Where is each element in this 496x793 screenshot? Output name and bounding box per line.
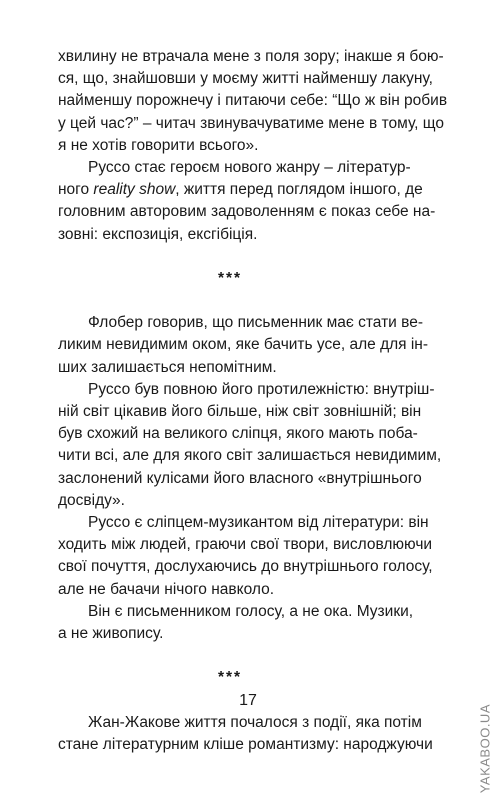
text-line: Жан-Жакове життя почалося з події, яка потім (88, 713, 422, 731)
text-line: заслонений кулісами його власного «внутрішнього (58, 469, 422, 487)
text-line: головним авторовим задоволенням є показ себе на- (58, 203, 436, 221)
text-line: Флобер говорив, що письменник має стати ве- (88, 314, 423, 332)
text-line: я не хотів говорити всього». (58, 136, 259, 154)
text-line: стане літературним кліше романтизму: народжуючи (58, 735, 433, 753)
page-text (58, 46, 448, 756)
text-line: досвіду». (58, 491, 125, 509)
text-line: свої почуття, дослухаючись до внутрішнього голосу, (58, 558, 433, 576)
section-separator: *** (217, 269, 243, 287)
text-line: найменшу порожнечу і питаючи себе: “Що ж він робив (58, 92, 448, 110)
text-line: але не бачачи нічого навколо. (58, 580, 275, 598)
text-line: зовні: експозиція, ексгібіція. (58, 225, 258, 243)
text-line: ших залишається непомітним. (58, 358, 277, 376)
text-line: Руссо є сліпцем-музикантом від літератури: він (88, 513, 429, 531)
text-line: Він є письменником голосу, а не ока. Музики, (88, 602, 414, 620)
text-line: а не живопису. (58, 624, 164, 642)
watermark: YAKABOO.UA (477, 704, 492, 793)
text-line: був схожий на великого сліпця, якого мають поба- (58, 425, 418, 443)
text-line: ся, що, знайшовши у моєму житті найменшу лакуну, (58, 70, 433, 88)
text-line: хвилину не втрачала мене з поля зору; інакше я бою- (58, 48, 444, 65)
italic-phrase: reality show (93, 181, 176, 199)
text-line: ликим невидимим оком, яке бачить усе, але для ін- (58, 336, 429, 354)
text-line: ного reality show, життя перед поглядом іншого, де (58, 181, 423, 199)
section-separator: *** (217, 669, 243, 687)
text-line: чити всі, але для якого світ залишається невидимим, (58, 447, 442, 465)
text-line: у цей час?” – читач звинувачуватиме мене в тому, що (58, 114, 444, 132)
text-line: ходить між людей, граючи свої твори, висловлюючи (58, 536, 433, 554)
text-line: ній світ цікавив його більше, ніж світ зовнішній; він (58, 403, 422, 420)
text-line: Руссо стає героєм нового жанру – літератур- (88, 158, 411, 176)
text-line: Руссо був повною його протилежністю: внутріш- (88, 380, 435, 398)
page-number: 17 (239, 692, 257, 709)
